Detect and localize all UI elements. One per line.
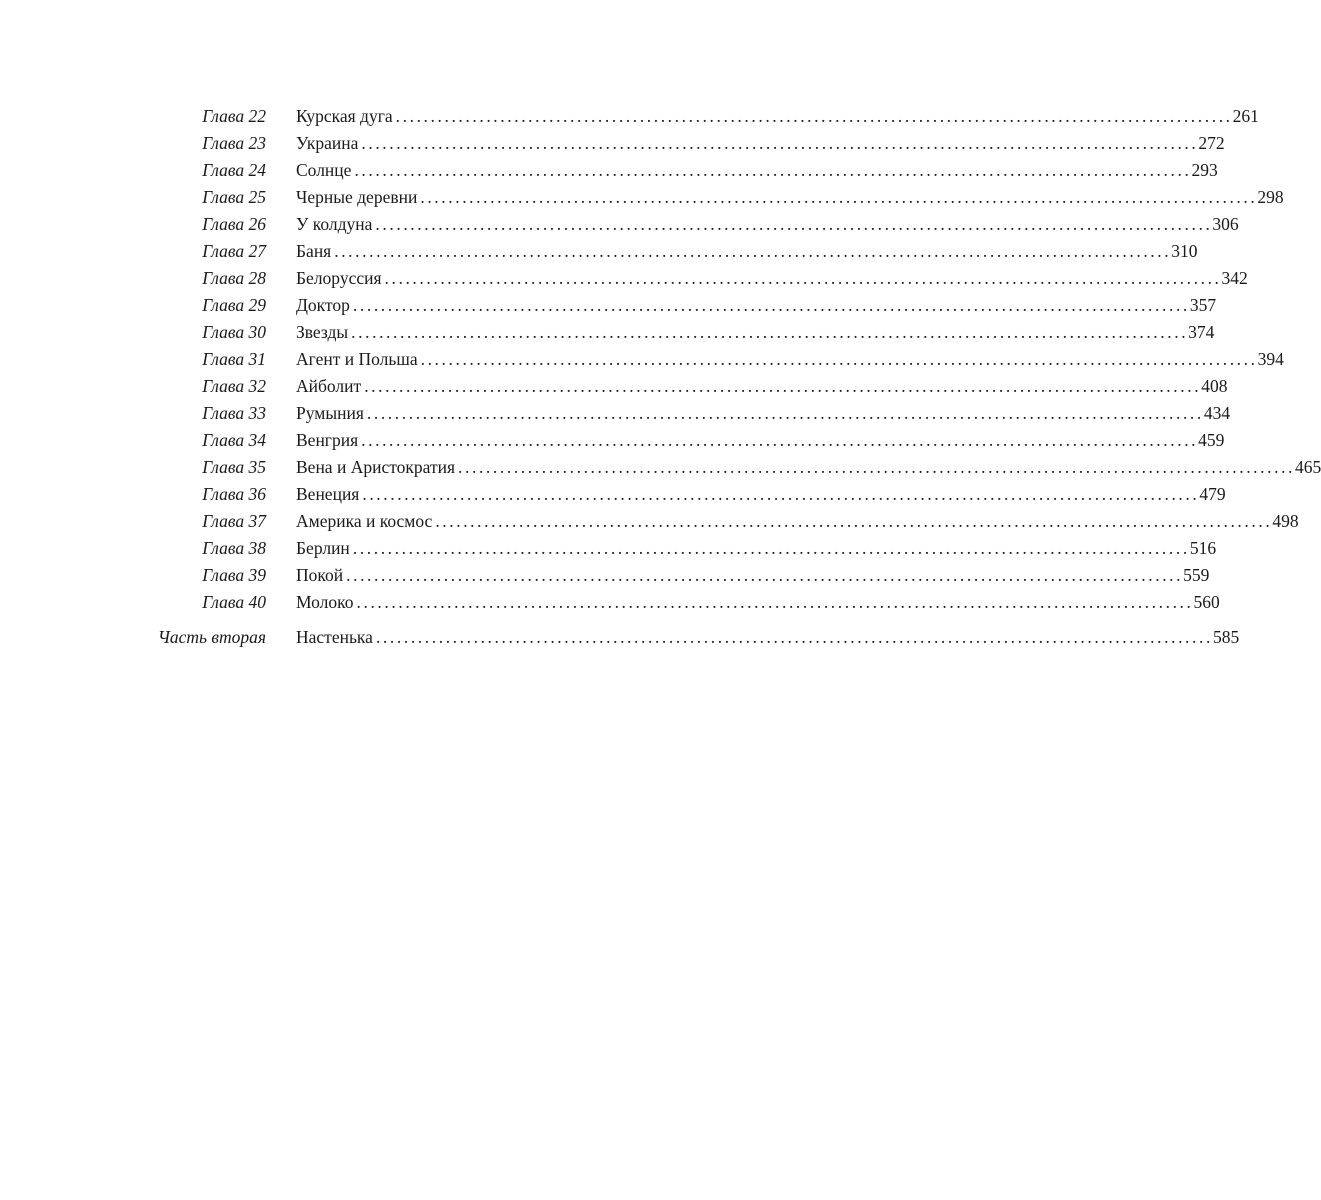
chapter-entry (296, 319, 1215, 346)
dot-leader: ........................................................................................................................ (458, 457, 1296, 477)
dot-leader: ........................................................................................................................ (354, 160, 1192, 180)
chapter-label: Глава 24 (202, 160, 266, 180)
chapter-page-number: 298 (1257, 187, 1284, 207)
part-page-number: 585 (1212, 627, 1240, 647)
chapter-label: Глава 35 (202, 457, 266, 477)
chapter-title: Черные деревни (296, 187, 418, 207)
dot-leader: ........................................................................................................................ (346, 565, 1184, 585)
toc-chapter-row[interactable] (0, 346, 1284, 373)
chapter-page-number: 272 (1198, 133, 1225, 153)
toc-chapter-row[interactable] (0, 103, 1259, 130)
chapter-label: Глава 33 (202, 403, 266, 423)
chapter-entry (296, 481, 1226, 508)
chapter-list (0, 103, 1321, 616)
chapter-page-number: 560 (1193, 592, 1220, 612)
toc-chapter-row[interactable] (0, 454, 1321, 481)
chapter-entry (296, 589, 1220, 616)
chapter-page-number: 408 (1201, 376, 1228, 396)
chapter-page-number: 357 (1189, 295, 1217, 315)
chapter-title: Вена и Аристократия (296, 457, 456, 477)
chapter-page-number: 394 (1257, 349, 1284, 369)
chapter-page-number: 342 (1221, 268, 1248, 288)
toc-chapter-row[interactable] (0, 157, 1218, 184)
chapter-label: Глава 39 (202, 565, 266, 585)
chapter-label: Глава 40 (202, 592, 266, 612)
chapter-page-number: 293 (1191, 160, 1218, 180)
part-entry (296, 624, 1240, 651)
chapter-entry (296, 292, 1217, 319)
dot-leader: ........................................................................................................................ (362, 484, 1200, 504)
dot-leader: ........................................................................................................................ (435, 511, 1273, 531)
chapter-title: Курская дуга (296, 106, 393, 126)
chapter-entry (296, 184, 1284, 211)
chapter-label: Глава 32 (202, 376, 266, 396)
part-title: Настенька (296, 627, 373, 647)
toc-chapter-row[interactable] (0, 508, 1299, 535)
toc-chapter-row[interactable] (0, 481, 1226, 508)
chapter-title: Венеция (296, 484, 360, 504)
chapter-label: Глава 23 (202, 133, 266, 153)
chapter-title: Молоко (296, 592, 354, 612)
chapter-title: У колдуна (296, 214, 373, 234)
dot-leader: ........................................................................................................................ (351, 322, 1189, 342)
toc-chapter-row[interactable] (0, 589, 1220, 616)
dot-leader: ........................................................................................................................ (334, 241, 1172, 261)
toc-chapter-row[interactable] (0, 319, 1215, 346)
toc-chapter-row[interactable] (0, 400, 1231, 427)
chapter-entry (296, 427, 1225, 454)
chapter-page-number: 374 (1188, 322, 1215, 342)
toc-chapter-row[interactable] (0, 562, 1210, 589)
chapter-entry (296, 400, 1231, 427)
chapter-label: Глава 31 (202, 349, 266, 369)
chapter-label: Глава 30 (202, 322, 266, 342)
chapter-page-number: 516 (1189, 538, 1217, 558)
dot-leader: ........................................................................................................................ (375, 627, 1213, 647)
chapter-title: Доктор (296, 295, 350, 315)
dot-leader: ........................................................................................................................ (361, 133, 1199, 153)
dot-leader: ........................................................................................................................ (364, 376, 1202, 396)
dot-leader: ........................................................................................................................ (420, 187, 1258, 207)
chapter-entry (296, 130, 1225, 157)
chapter-entry (296, 103, 1259, 130)
chapter-title: Агент и Польша (296, 349, 418, 369)
toc-part-row[interactable] (0, 624, 1240, 651)
chapter-entry (296, 346, 1284, 373)
chapter-page-number: 261 (1232, 106, 1259, 126)
dot-leader: ........................................................................................................................ (356, 592, 1194, 612)
chapter-title: Венгрия (296, 430, 359, 450)
chapter-title: Америка и космос (296, 511, 433, 531)
chapter-page-number: 310 (1171, 241, 1198, 261)
chapter-label: Глава 38 (202, 538, 266, 558)
chapter-label: Глава 29 (202, 295, 266, 315)
chapter-title: Румыния (296, 403, 364, 423)
chapter-label: Глава 28 (202, 268, 266, 288)
chapter-title: Баня (296, 241, 332, 261)
dot-leader: ........................................................................................................................ (352, 295, 1190, 315)
dot-leader: ........................................................................................................................ (375, 214, 1213, 234)
chapter-page-number: 479 (1199, 484, 1226, 504)
chapter-entry (296, 157, 1218, 184)
dot-leader: ........................................................................................................................ (384, 268, 1222, 288)
part-label: Часть вторая (157, 627, 266, 647)
toc-chapter-row[interactable] (0, 184, 1284, 211)
toc-chapter-row[interactable] (0, 265, 1248, 292)
dot-leader: ........................................................................................................................ (420, 349, 1258, 369)
chapter-title: Звезды (296, 322, 349, 342)
table-of-contents (0, 103, 1321, 651)
chapter-entry (296, 373, 1228, 400)
chapter-entry (296, 535, 1217, 562)
toc-chapter-row[interactable] (0, 292, 1217, 319)
toc-chapter-row[interactable] (0, 427, 1225, 454)
chapter-entry (296, 238, 1198, 265)
toc-chapter-row[interactable] (0, 130, 1225, 157)
chapter-title: Берлин (296, 538, 350, 558)
chapter-label: Глава 25 (202, 187, 266, 207)
toc-chapter-row[interactable] (0, 211, 1239, 238)
chapter-label: Глава 27 (202, 241, 266, 261)
chapter-entry (296, 265, 1248, 292)
chapter-title: Солнце (296, 160, 352, 180)
dot-leader: ........................................................................................................................ (361, 430, 1199, 450)
chapter-entry (296, 211, 1239, 238)
chapter-page-number: 559 (1183, 565, 1210, 585)
chapter-page-number: 498 (1272, 511, 1299, 531)
chapter-title: Айболит (296, 376, 362, 396)
chapter-page-number: 434 (1203, 403, 1231, 423)
chapter-page-number: 465 (1295, 457, 1321, 477)
chapter-page-number: 306 (1212, 214, 1239, 234)
chapter-entry (296, 508, 1299, 535)
chapter-label: Глава 37 (202, 511, 266, 531)
chapter-label: Глава 34 (202, 430, 266, 450)
chapter-title: Белоруссия (296, 268, 382, 288)
chapter-label: Глава 26 (202, 214, 266, 234)
toc-chapter-row[interactable] (0, 373, 1228, 400)
chapter-title: Украина (296, 133, 359, 153)
dot-leader: ........................................................................................................................ (366, 403, 1204, 423)
dot-leader: ........................................................................................................................ (352, 538, 1190, 558)
chapter-entry (296, 454, 1321, 481)
toc-chapter-row[interactable] (0, 238, 1198, 265)
chapter-entry (296, 562, 1210, 589)
dot-leader: ........................................................................................................................ (395, 106, 1233, 126)
chapter-title: Покой (296, 565, 344, 585)
chapter-label: Глава 22 (202, 106, 266, 126)
chapter-label: Глава 36 (202, 484, 266, 504)
toc-chapter-row[interactable] (0, 535, 1217, 562)
chapter-page-number: 459 (1198, 430, 1225, 450)
